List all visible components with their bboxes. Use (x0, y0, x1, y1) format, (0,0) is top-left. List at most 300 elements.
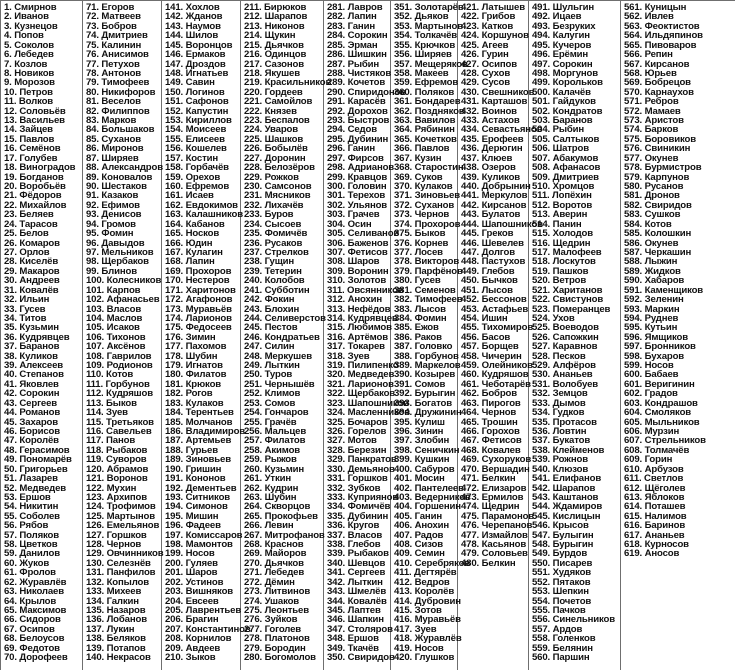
surname-entry: 225. Шашков (244, 133, 304, 145)
surname-entry: 561. Куницын (624, 2, 687, 13)
surname-entry: 70. Дорофеев (4, 652, 68, 664)
surname-entry: 509. Дмитриев (532, 171, 599, 183)
surname-entry: 554. Почетов (532, 595, 592, 607)
surname-entry: 538. Клейменов (532, 444, 605, 456)
surname-entry: 158. Горбачёв (165, 162, 229, 174)
surname-entry: 545. Кислицын (532, 510, 601, 522)
surname-entry: 187. Артемьев (165, 435, 232, 447)
surname-entry: 60. Жуков (4, 557, 50, 569)
surname-entry: 473. Ермилов (461, 491, 524, 503)
surname-entry: 330. Демьянов (327, 463, 395, 475)
surname-entry: 595. Кутьин (624, 322, 678, 334)
surname-entry: 470. Вершадин (461, 463, 530, 475)
surname-entry: 413. Королёв (394, 586, 455, 598)
surname-entry: 491. Шульгин (532, 2, 595, 13)
surname-entry: 113. Быков (86, 397, 137, 409)
surname-entry: 458. Чичерин (461, 350, 522, 362)
surname-entry: 383. Лысов (394, 303, 446, 315)
surname-entry: 206. Брагин (165, 614, 219, 626)
surname-entry: 228. Белозёров (244, 162, 315, 174)
surname-entry: 256. Мальцев (244, 425, 307, 437)
surname-entry: 613. Яблоков (624, 491, 685, 503)
surname-entry: 403. Ведерников (394, 491, 471, 503)
surname-entry: 178. Шубин (165, 350, 218, 362)
surname-entry: 267. Митрофанов (244, 529, 325, 541)
surname-entry: 272. Дёмин (244, 576, 295, 588)
surname-entry: 238. Гущин (244, 256, 295, 268)
surname-entry: 460. Кудряшов (461, 369, 529, 381)
surname-entry: 144. Шилов (165, 30, 219, 42)
surname-entry: 226. Бобылёв (244, 143, 308, 155)
surname-entry: 345. Лаптев (327, 605, 381, 616)
surname-entry: 466. Горохов (461, 425, 520, 437)
surname-entry: 220. Гордеев (244, 86, 303, 98)
surname-entry: 129. Овчинников (86, 548, 164, 560)
surname-entry: 27. Орлов (4, 246, 50, 258)
surname-entry: 358. Макеев (394, 67, 449, 79)
surname-entry: 435. Ерофеев (461, 133, 524, 145)
surname-entry: 443. Булатов (461, 209, 521, 221)
surname-entry: 564. Ильдяпинов (624, 30, 703, 42)
surname-entry: 468. Ковалев (461, 444, 521, 456)
surname-entry: 584. Котов (624, 218, 672, 230)
surname-entry: 121. Воронов (86, 473, 148, 485)
surname-entry: 276. Зуйков (244, 614, 298, 626)
surname-entry: 440. Добрынин (461, 181, 531, 193)
surname-entry: 7. Козлов (4, 58, 48, 70)
surname-entry: 93. Денисов (86, 209, 142, 221)
surname-entry: 102. Афанасьев (86, 294, 160, 306)
surname-entry: 101. Карпов (86, 284, 141, 296)
surname-entry: 540. Клюзов (532, 463, 589, 475)
surname-entry: 212. Шарапов (244, 11, 308, 23)
surname-entry: 516. Щедрин (532, 237, 591, 249)
surname-entry: 250. Туров (244, 369, 293, 381)
surname-entry: 120. Абрамов (86, 463, 149, 475)
surname-entry: 357. Мещеряков (394, 58, 468, 70)
surname-entry: 314. Кудрявцев (327, 312, 398, 324)
surname-entry: 394. Дружинин (394, 407, 462, 419)
surname-entry: 417. Зуев (394, 623, 437, 635)
surname-entry: 140. Некрасов (86, 652, 151, 664)
surname-entry: 406. Анохин (394, 520, 450, 532)
surname-entry: 59. Данилов (4, 548, 60, 560)
surname-entry: 66. Сидоров (4, 614, 61, 626)
surname-entry: 100. Колесников (86, 275, 162, 287)
surname-entry: 492. Ицаев (532, 11, 582, 23)
surname-entry: 423. Катков (461, 20, 514, 32)
surname-entry: 92. Ефимов (86, 199, 140, 211)
surname-entry: 391. Сомов (394, 378, 446, 390)
surname-entry: 419. Носов (394, 642, 444, 654)
surname-entry: 436. Дерюгин (461, 143, 523, 155)
surname-entry: 308. Шаров (327, 256, 380, 268)
surname-entry: 61. Фролов (4, 567, 56, 579)
surname-entry: 607. Стрельников (624, 435, 706, 447)
surname-entry: 21. Фёдоров (4, 190, 62, 202)
surname-entry: 336. Кругов (327, 520, 380, 532)
surname-entry: 310. Золотов (327, 275, 387, 287)
surname-entry: 12. Соловьёв (4, 105, 66, 117)
surname-entry: 91. Казаков (86, 190, 139, 202)
surname-entry: 368. Старостин (394, 162, 464, 174)
surname-entry: 402. Пантелеев (394, 482, 464, 494)
surname-entry: 216. Одинцов (244, 49, 307, 61)
surname-entry: 159. Орехов (165, 171, 221, 183)
surname-entry: 580. Русанов (624, 181, 684, 193)
surname-entry: 425. Агеев (461, 39, 509, 51)
surname-entry: 168. Лапин (165, 256, 215, 268)
surname-entry: 57. Поляков (4, 529, 59, 541)
surname-entry: 227. Доронин (244, 152, 306, 164)
surname-entry: 493. Безруких (532, 20, 596, 32)
surname-entry: 115. Третьяков (86, 416, 154, 428)
surname-column (1, 1, 83, 670)
surname-entry: 200. Гуляев (165, 557, 218, 569)
surname-entry: 247. Силин (244, 341, 295, 353)
surname-entry: 162. Евдокимов (165, 199, 238, 211)
surname-entry: 135. Назаров (86, 605, 146, 616)
surname-column (621, 1, 735, 670)
surname-entry: 151. Сафонов (165, 96, 229, 108)
surname-entry: 160. Ефремов (165, 181, 230, 193)
surname-entry: 349. Ткачёв (327, 642, 379, 654)
surname-entry: 53. Ершов (4, 491, 51, 503)
surname-entry: 329. Панкратов (327, 454, 397, 466)
surname-entry: 555. Пачков (532, 605, 586, 616)
surname-entry: 202. Устинов (165, 576, 224, 588)
surname-entry: 76. Анисимов (86, 49, 149, 61)
surname-entry: 534. Гудков (532, 407, 585, 419)
surname-entry: 450. Бычков (461, 275, 518, 287)
surname-entry: 84. Большаков (86, 124, 155, 136)
surname-entry: 340. Шевцов (327, 557, 386, 569)
surname-entry: 86. Миронов (86, 143, 144, 155)
surname-entry: 18. Виноградов (4, 162, 76, 174)
surname-entry: 52. Медведев (4, 482, 67, 494)
surname-entry: 527. Каравнов (532, 341, 598, 353)
surname-column (162, 1, 251, 670)
surname-entry: 386. Раков (394, 331, 442, 343)
surname-entry: 612. Щёголев (624, 482, 686, 494)
surname-entry: 576. Свиникин (624, 143, 691, 155)
surname-entry: 585. Колошкин (624, 228, 692, 240)
surname-entry: 275. Леонтьев (244, 605, 309, 616)
surname-entry: 255. Грачёв (244, 416, 297, 428)
surname-entry: 618. Курносов (624, 539, 689, 551)
surname-entry: 172. Агафонов (165, 294, 233, 306)
surname-entry: 283. Ганин (327, 20, 375, 32)
surname-entry: 163. Калашников (165, 209, 243, 221)
surname-entry: 67. Осипов (4, 623, 55, 635)
surname-entry: 69. Федотов (4, 642, 60, 654)
surname-entry: 566. Репин (624, 49, 673, 61)
surname-entry: 62. Журавлёв (4, 576, 67, 588)
surname-entry: 327. Мотов (327, 435, 377, 447)
surname-entry: 233. Буров (244, 209, 294, 221)
surname-entry: 504. Рыбин (532, 124, 585, 136)
surname-entry: 579. Карпунов (624, 171, 690, 183)
surname-entry: 315. Любимов (327, 322, 392, 334)
surname-entry: 4. Попов (4, 30, 44, 42)
surname-entry: 560. Паршин (532, 652, 590, 664)
surname-entry: 278. Платонов (244, 633, 310, 645)
surname-entry: 323. Шапошников (327, 397, 409, 409)
surname-entry: 454. Ишин (461, 312, 508, 324)
surname-entry: 105. Исаков (86, 322, 140, 334)
surname-entry: 513. Аверин (532, 209, 588, 221)
surname-entry: 246. Кондратьев (244, 331, 320, 343)
surname-entry: 16. Семёнов (4, 143, 61, 155)
surname-entry: 241. Субботин (244, 284, 310, 296)
surname-entry: 577. Окунев (624, 152, 679, 164)
surname-entry: 380. Гусев (394, 275, 441, 287)
surname-entry: 512. Воротов (532, 199, 593, 211)
surname-entry: 508. Афанасов (532, 162, 601, 174)
surname-entry: 541. Елифанов (532, 473, 602, 485)
surname-entry: 477. Измайлов (461, 529, 528, 541)
surname-entry: 56. Рябов (4, 520, 49, 532)
surname-entry: 539. Рожнов (532, 454, 588, 466)
surname-entry: 320. Медведев (327, 369, 395, 381)
surname-entry: 43. Сергеев (4, 397, 58, 409)
surname-entry: 599. Носов (624, 360, 674, 372)
surname-entry: 414. Дубровин (394, 595, 461, 607)
surname-entry: 22. Михайлов (4, 199, 67, 211)
surname-entry: 496. Ерёмин (532, 49, 589, 61)
surname-entry: 223. Беспалов (244, 115, 310, 127)
surname-entry: 152. Капустин (165, 105, 229, 117)
surname-entry: 8. Новиков (4, 67, 55, 79)
surname-entry: 184. Терентьев (165, 407, 234, 419)
surname-entry: 350. Свиридов (327, 652, 395, 664)
surname-entry: 530. Ананьев (532, 369, 593, 381)
surname-entry: 337. Власов (327, 529, 383, 541)
surname-entry: 453. Астафьев (461, 303, 529, 315)
surname-entry: 210. Зыков (165, 652, 216, 664)
surname-entry: 471. Белкин (461, 473, 516, 485)
surname-entry: 360. Поляков (394, 86, 455, 98)
surname-entry: 559. Белянин (532, 642, 593, 654)
surname-entry: 416. Муравьёв (394, 614, 461, 626)
surname-entry: 578. Бурмистров (624, 162, 702, 174)
surname-entry: 119. Суворов (86, 454, 147, 466)
surname-entry: 71. Егоров (86, 2, 135, 13)
surname-entry: 23. Беляев (4, 209, 54, 221)
surname-entry: 139. Потапов (86, 642, 146, 654)
surname-entry: 581. Дронов (624, 190, 680, 202)
surname-entry: 138. Беляков (86, 633, 146, 645)
surname-entry: 289. Кочетов (327, 77, 386, 89)
surname-entry: 259. Рыжов (244, 454, 297, 466)
surname-entry: 107. Аксёнов (86, 341, 146, 353)
surname-entry: 303. Грачев (327, 209, 380, 221)
surname-entry: 224. Уваров (244, 124, 299, 136)
surname-entry: 346. Шапкин (327, 614, 384, 626)
surname-entry: 96. Давыдов (86, 237, 145, 249)
surname-entry: 366. Павлов (394, 143, 450, 155)
surname-entry: 533. Дымов (532, 397, 586, 409)
surname-entry: 174. Ларионов (165, 312, 232, 324)
surname-entry: 118. Рыбаков (86, 444, 148, 456)
surname-entry: 253. Сомов (244, 397, 296, 409)
surname-entry: 73. Бобров (86, 20, 137, 32)
surname-entry: 390. Козырев (394, 369, 456, 381)
surname-entry: 58. Цветков (4, 539, 58, 551)
surname-entry: 54. Никитин (4, 501, 59, 513)
surname-entry: 193. Ситников (165, 491, 231, 503)
surname-entry: 222. Князев (244, 105, 297, 117)
surname-entry: 370. Кулаков (394, 181, 453, 193)
surname-entry: 615. Налимов (624, 510, 687, 522)
surname-entry: 446. Шевелев (461, 237, 524, 249)
surname-entry: 475. Парамонов (461, 510, 535, 522)
surname-entry: 588. Лыжин (624, 256, 678, 268)
surname-entry: 11. Волков (4, 96, 54, 108)
surname-entry: 198. Мамонтов (165, 539, 233, 551)
surname-entry: 64. Крылов (4, 595, 57, 607)
surname-entry: 389. Маркелов (394, 360, 461, 372)
surname-entry: 298. Адрианов (327, 162, 395, 174)
surname-entry: 142. Жданов (165, 11, 223, 23)
surname-entry: 15. Павлов (4, 133, 55, 145)
surname-entry: 549. Бурдов (532, 548, 588, 560)
surname-entry: 405. Ганин (394, 510, 442, 522)
surname-entry: 78. Антонов (86, 67, 142, 79)
surname-entry: 401. Мосин (394, 473, 445, 485)
surname-entry: 452. Бессонов (461, 294, 527, 306)
surname-entry: 28. Киселёв (4, 256, 59, 268)
surname-entry: 124. Трофимов (86, 501, 156, 513)
surname-entry: 26. Комаров (4, 237, 60, 249)
surname-entry: 537. Букатов (532, 435, 591, 447)
surname-entry: 424. Коршунов (461, 30, 529, 42)
surname-entry: 173. Муравьёв (165, 303, 232, 315)
surname-entry: 208. Корнилов (165, 633, 232, 645)
surname-entry: 108. Гаврилов (86, 350, 152, 362)
surname-entry: 609. Горин (624, 454, 673, 466)
surname-entry: 552. Пятаков (532, 576, 591, 588)
surname-entry: 535. Протасов (532, 416, 597, 428)
surname-entry: 593. Маркин (624, 303, 680, 315)
surname-entry: 72. Матвеев (86, 11, 141, 23)
surname-entry: 240. Колобов (244, 275, 305, 287)
surname-entry: 205. Лаврентьев (165, 605, 242, 616)
surname-entry: 32. Ильин (4, 294, 50, 306)
surname-entry: 214. Щукин (244, 30, 296, 42)
surname-entry: 49. Пономарёв (4, 454, 72, 466)
surname-entry: 89. Коновалов (86, 171, 153, 183)
surname-entry: 189. Зиновьев (165, 454, 231, 466)
surname-entry: 122. Мухин (86, 482, 137, 494)
surname-entry: 149. Савин (165, 77, 215, 89)
surname-entry: 269. Майоров (244, 548, 307, 560)
surname-entry: 379. Парфёнов (394, 265, 463, 277)
surname-entry: 192. Дементьев (165, 482, 237, 494)
surname-entry: 36. Кудрявцев (4, 331, 70, 343)
surname-entry: 79. Тимофеев (86, 77, 150, 89)
surname-entry: 502. Кондратов (532, 105, 603, 117)
surname-entry: 194. Симонов (165, 501, 228, 513)
surname-entry: 286. Шишкин (327, 49, 387, 61)
surname-entry: 529. Алфёров (532, 360, 596, 372)
surname-entry: 243. Блохин (244, 303, 300, 315)
surname-entry: 313. Нефёдов (327, 303, 391, 315)
surname-entry: 338. Глебов (327, 539, 381, 551)
surname-entry: 197. Комиссаров (165, 529, 243, 541)
surname-entry: 217. Сазонов (244, 58, 304, 70)
surname-entry: 495. Кучеров (532, 39, 592, 51)
surname-entry: 311. Овсянников (327, 284, 404, 296)
surname-entry: 282. Лапин (327, 11, 377, 23)
surname-column (529, 1, 621, 670)
surname-entry: 169. Прохоров (165, 265, 232, 277)
surname-entry: 306. Баженов (327, 237, 389, 249)
surname-entry: 74. Дмитриев (86, 30, 148, 42)
surname-entry: 572. Мамаев (624, 105, 681, 117)
surname-entry: 520. Ветров (532, 275, 587, 287)
surname-entry: 251. Чернышёв (244, 378, 315, 390)
surname-entry: 331. Горшков (327, 473, 388, 485)
surname-entry: 170. Нестеров (165, 275, 230, 287)
surname-entry: 3. Кузнецов (4, 20, 58, 32)
surname-entry: 39. Алексеев (4, 360, 64, 372)
surname-entry: 99. Блинов (86, 265, 137, 277)
surname-entry: 17. Голубев (4, 152, 58, 164)
surname-entry: 260. Кузьмин (244, 463, 305, 475)
surname-entry: 619. Аносов (624, 548, 680, 560)
surname-entry: 434. Севастьянов (461, 124, 543, 136)
surname-entry: 562. Ивлев (624, 11, 674, 23)
surname-entry: 570. Карнаухов (624, 86, 694, 98)
surname-entry: 571. Ребров (624, 96, 679, 108)
surname-entry: 236. Русаков (244, 237, 303, 249)
surname-entry: 400. Сабуров (394, 463, 455, 475)
surname-entry: 341. Сергеев (327, 567, 386, 579)
surname-entry: 342. Лыткин (327, 576, 383, 588)
surname-entry: 293. Быстров (327, 115, 390, 127)
surname-entry: 334. Фомичёв (327, 501, 391, 513)
surname-entry: 382. Тимофеев (394, 294, 463, 306)
surname-column (391, 1, 471, 670)
surname-entry: 542. Шарапов (532, 482, 596, 494)
surname-entry: 213. Никонов (244, 20, 305, 32)
surname-entry: 110. Котов (86, 369, 134, 381)
surname-entry: 166. Юдин (165, 237, 213, 249)
surname-entry: 444. Шапошников (461, 218, 543, 230)
surname-entry: 369. Суков (394, 171, 443, 183)
surname-entry: 548. Бурыгин (532, 539, 594, 551)
surname-entry: 41. Яковлев (4, 378, 59, 390)
surname-entry: 42. Сорокин (4, 388, 60, 400)
surname-entry: 592. Зеленин (624, 294, 684, 306)
surname-entry: 558. Голенков (532, 633, 596, 645)
surname-entry: 34. Титов (4, 312, 47, 324)
surname-entry: 412. Ведров (394, 576, 450, 588)
surname-entry: 547. Булыгин (532, 529, 594, 541)
surname-entry: 590. Хабаров (624, 275, 685, 287)
surname-entry: 410. Серебряков (394, 557, 471, 569)
surname-entry: 300. Головин (327, 181, 387, 193)
surname-entry: 307. Фетисов (327, 246, 388, 258)
surname-entry: 232. Лихачёв (244, 199, 304, 211)
surname-entry: 218. Якушев (244, 67, 300, 79)
surname-entry: 231. Мясников (244, 190, 311, 202)
surname-entry: 271. Лебедев (244, 567, 305, 579)
surname-entry: 285. Эрман (327, 39, 378, 51)
surname-entry: 148. Игнатьев (165, 67, 229, 79)
surname-entry: 515. Холодов (532, 228, 593, 240)
